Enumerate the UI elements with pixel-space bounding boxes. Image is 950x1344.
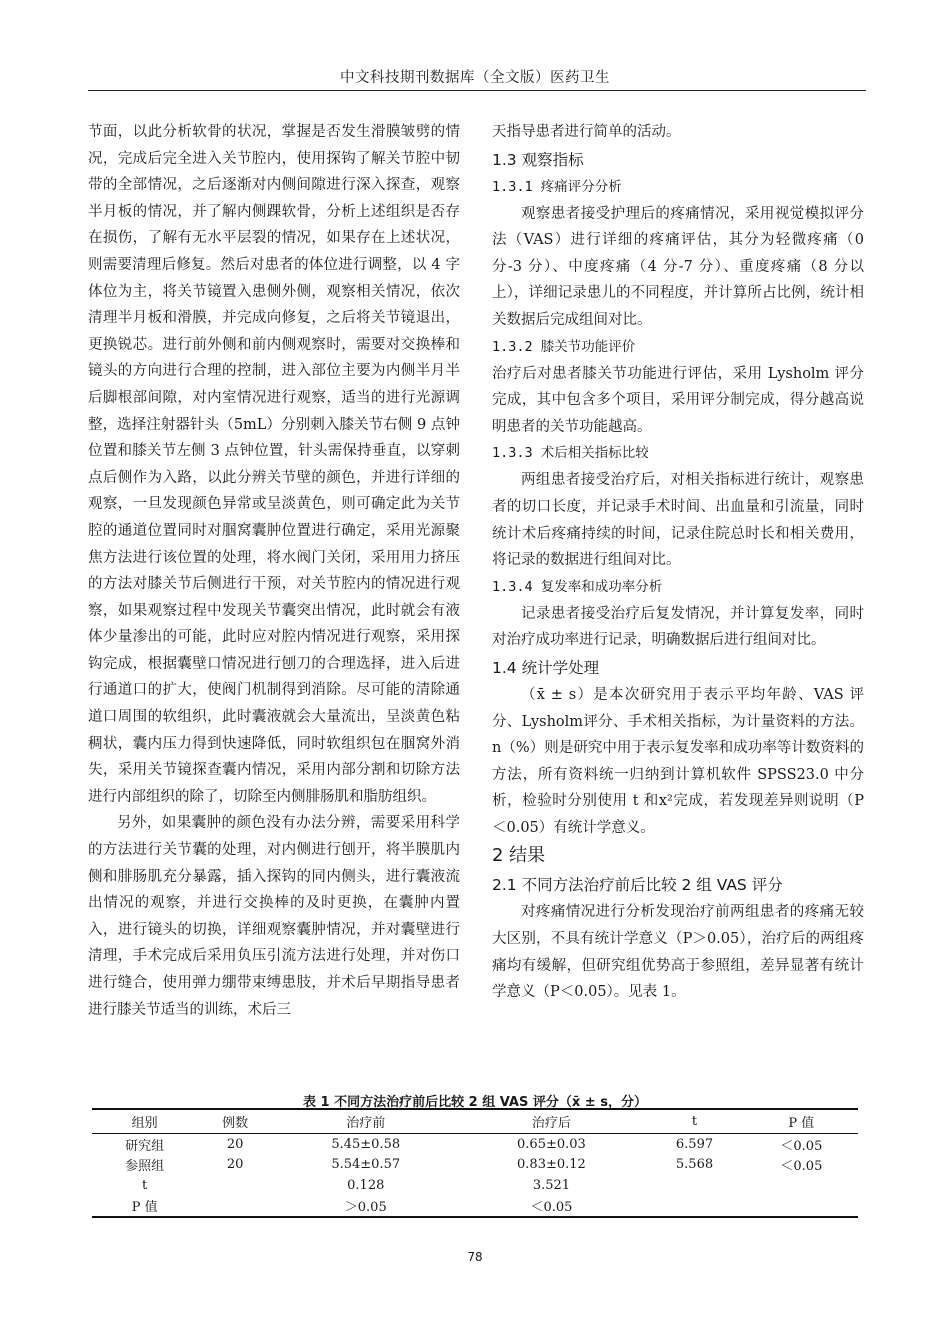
- table-cell: 3.521: [532, 1177, 571, 1193]
- page-number: 78: [467, 1250, 483, 1264]
- table-cell: 参照组: [125, 1159, 165, 1175]
- paragraph-1-3-1: 观察患者接受护理后的疼痛情况，采用视觉模拟评分法（VAS）进行详细的疼痛评估，其分为轻微疼痛（0 分-3 分）、中度疼痛（4 分-7 分）、重度疼痛（8 分以上），详细记录患儿的不同程度，并计算所占比例，统计相关数据后完成组间对比。: [492, 205, 864, 328]
- table-cell: 6.597: [675, 1136, 714, 1152]
- table-row: [92, 1196, 858, 1218]
- paragraph-2-1: 对疼痛情况进行分析发现治疗前两组患者的疼痛无较大区别，不具有统计学意义（P＞0.05），治疗后的两组疼痛均有缓解，但研究组优势高于参照组，差异显著有统计学意义（P＜0.05）。见表 1。: [492, 904, 864, 1001]
- table-header-row: [92, 1109, 858, 1134]
- journal-header: 中文科技期刊数据库（全文版）医药卫生: [340, 70, 610, 86]
- table-cell: 研究组: [125, 1138, 165, 1154]
- table-caption: 表 1 不同方法治疗前后比较 2 组 VAS 评分（x̄ ± s，分）: [303, 1095, 647, 1110]
- body-paragraph-1: 节面，以此分析软骨的状况，掌握是否发生滑膜皱劈的情况，完成后完全进入关节腔内，使用探钩了解关节腔中韧带的全部情况，之后逐渐对内侧间隙进行深入探查，观察半月板的情况，并了解内侧踝软骨，分析上述组织是否存在损伤，了解有无水平层裂的情况，如果存在上述状况，则需要清理后修复。然后对患者的体位进行调整，以 4 字体位为主，将关节镜置入患侧外侧，观察相关情况，依次清理半月板和滑膜，并完成向修复，之后将关节镜退出，更换锐芯。进行前外侧和前内侧观察时，需要对交换棒和镜头的方向进行合理的控制，进入部位主要为内侧半月半后脚根部间隙，对内室情况进行观察，适当的进行光源调整，选择注射器针头（5mL）分别刺入膝关节右侧 9 点钟位置和膝关节左侧 3 点钟位置，针头需保持垂直，以穿刺点后侧作为入路，以此分辨关节壁的颜色，并进行详细的观察，一旦发现颜色异常或呈淡黄色，则可确定此为关节腔的通道位置同时对腘窝囊肿位置进行确定，采用光源聚焦方法进行该位置的处理，将水阀门关闭，采用用力挤压的方法对膝关节后侧进行干预，对关节腔内的情况进行观察，如果观察过程中发现关节囊突出情况，此时就会有液体少量渗出的可能，此时应对腔内情况进行观察，采用探钩完成，根据囊壁口情况进行刨刀的合理选择，进入后进行通道口的扩大，使阀门机制得到消除。尽可能的清除通道口周围的软组织，此时囊液就会大量流出，呈淡黄色粘稠状，囊内压力得到快速降低，同时软组织包在腘窝外消失，采用关节镜探查囊内情况，采用内部分割和切除方法进行内部组织的除了，切除至内侧腓肠肌和脂肪组织。: [88, 124, 460, 805]
- table-cell: 20: [226, 1136, 244, 1152]
- paragraph-1-3-2: 治疗后对患者膝关节功能进行评估，采用 Lysholm 评分完成，其中包含多个项目，采用评分制完成，得分越高说明患者的关节功能越高。: [492, 365, 864, 435]
- table-cell: [745, 1175, 858, 1196]
- table-cell: [745, 1196, 858, 1218]
- section-heading-1-4: 1.4 统计学处理: [492, 658, 600, 677]
- table-cell: 5.45±0.58: [331, 1136, 401, 1152]
- subsection-heading-1-3-1: 1.3.1 疼痛评分分析: [492, 178, 622, 195]
- table-cell: 0.65±0.03: [517, 1136, 586, 1152]
- header-rule: [88, 90, 866, 91]
- table-cell: [197, 1196, 273, 1218]
- subsection-heading-1-3-3: 1.3.3 术后相关指标比较: [492, 445, 649, 462]
- table-cell: [644, 1175, 744, 1196]
- table-1: [92, 1108, 858, 1218]
- table-header-cell: t: [644, 1109, 744, 1134]
- table-row: [92, 1134, 858, 1155]
- table-header-cell: 治疗前: [273, 1109, 459, 1134]
- table-cell: 5.54±0.57: [331, 1157, 401, 1173]
- table-cell: [644, 1196, 744, 1218]
- paragraph-1-3-4: 记录患者接受治疗后复发情况，并计算复发率，同时对治疗成功率进行记录，明确数据后进行组间对比。: [492, 605, 864, 649]
- paragraph-1-4: （x̄ ± s）是本次研究用于表示平均年龄、VAS 评分、Lysholm评分、手术相关指标，为计量资料的方法。n（%）则是研究中用于表示复发率和成功率等计数资料的方法，所有资料统一归纳到计算机软件 SPSS23.0 中分析，检验时分别使用 t 和x²完成，若发现差异则说明（P＜0.05）有统计学意义。: [492, 686, 864, 836]
- table-cell: 0.83±0.12: [517, 1157, 586, 1173]
- table-cell: 20: [226, 1157, 244, 1173]
- table-row: [92, 1175, 858, 1196]
- table-cell: P 值: [92, 1196, 197, 1218]
- table-header-cell: 治疗后: [459, 1109, 645, 1134]
- table-cell: 5.568: [675, 1157, 714, 1173]
- table-header-cell: 例数: [197, 1109, 273, 1134]
- table-cell: ＜0.05: [459, 1196, 645, 1218]
- body-paragraph-2: 另外，如果囊肿的颜色没有办法分辨，需要采用科学的方法进行关节囊的处理，对内侧进行刨开，将半膜肌内侧和腓肠肌充分暴露，插入探钩的同内侧头，进行囊液流出情况的观察，并进行交换棒的及时更换，在囊肿内置入，进行镜头的切换，详细观察囊肿情况，并对囊壁进行清理，手术完成后采用负压引流方法进行处理，并对伤口进行缝合，使用弹力绷带束缚患肢，并术后早期指导患者进行膝关节适当的训练，术后三: [88, 815, 460, 1018]
- section-heading-1-3: 1.3 观察指标: [492, 150, 584, 169]
- table-cell: ＜0.05: [780, 1159, 823, 1175]
- section-heading-2-1: 2.1 不同方法治疗前后比较 2 组 VAS 评分: [492, 876, 783, 895]
- table-header-cell: P 值: [745, 1109, 858, 1134]
- table-cell: ＞0.05: [273, 1196, 459, 1218]
- body-paragraph-continued: 天指导患者进行简单的活动。: [492, 124, 681, 140]
- right-column: [492, 119, 864, 1006]
- subsection-heading-1-3-2: 1.3.2 膝关节功能评价: [492, 338, 636, 355]
- table-cell: ＜0.05: [780, 1138, 823, 1154]
- section-heading-2: 2 结果: [492, 845, 546, 867]
- table-row: [92, 1155, 858, 1176]
- table-cell: t: [142, 1177, 148, 1193]
- left-column: [88, 119, 460, 1023]
- table-header-cell: 组别: [92, 1109, 197, 1134]
- table-cell: [197, 1175, 273, 1196]
- paragraph-1-3-3: 两组患者接受治疗后，对相关指标进行统计，观察患者的切口长度，并记录手术时间、出血量和引流量，同时统计术后疼痛持续的时间，记录住院总时长和相关费用，将记录的数据进行组间对比。: [492, 472, 864, 569]
- subsection-heading-1-3-4: 1.3.4 复发率和成功率分析: [492, 578, 663, 595]
- table-cell: 0.128: [347, 1177, 385, 1193]
